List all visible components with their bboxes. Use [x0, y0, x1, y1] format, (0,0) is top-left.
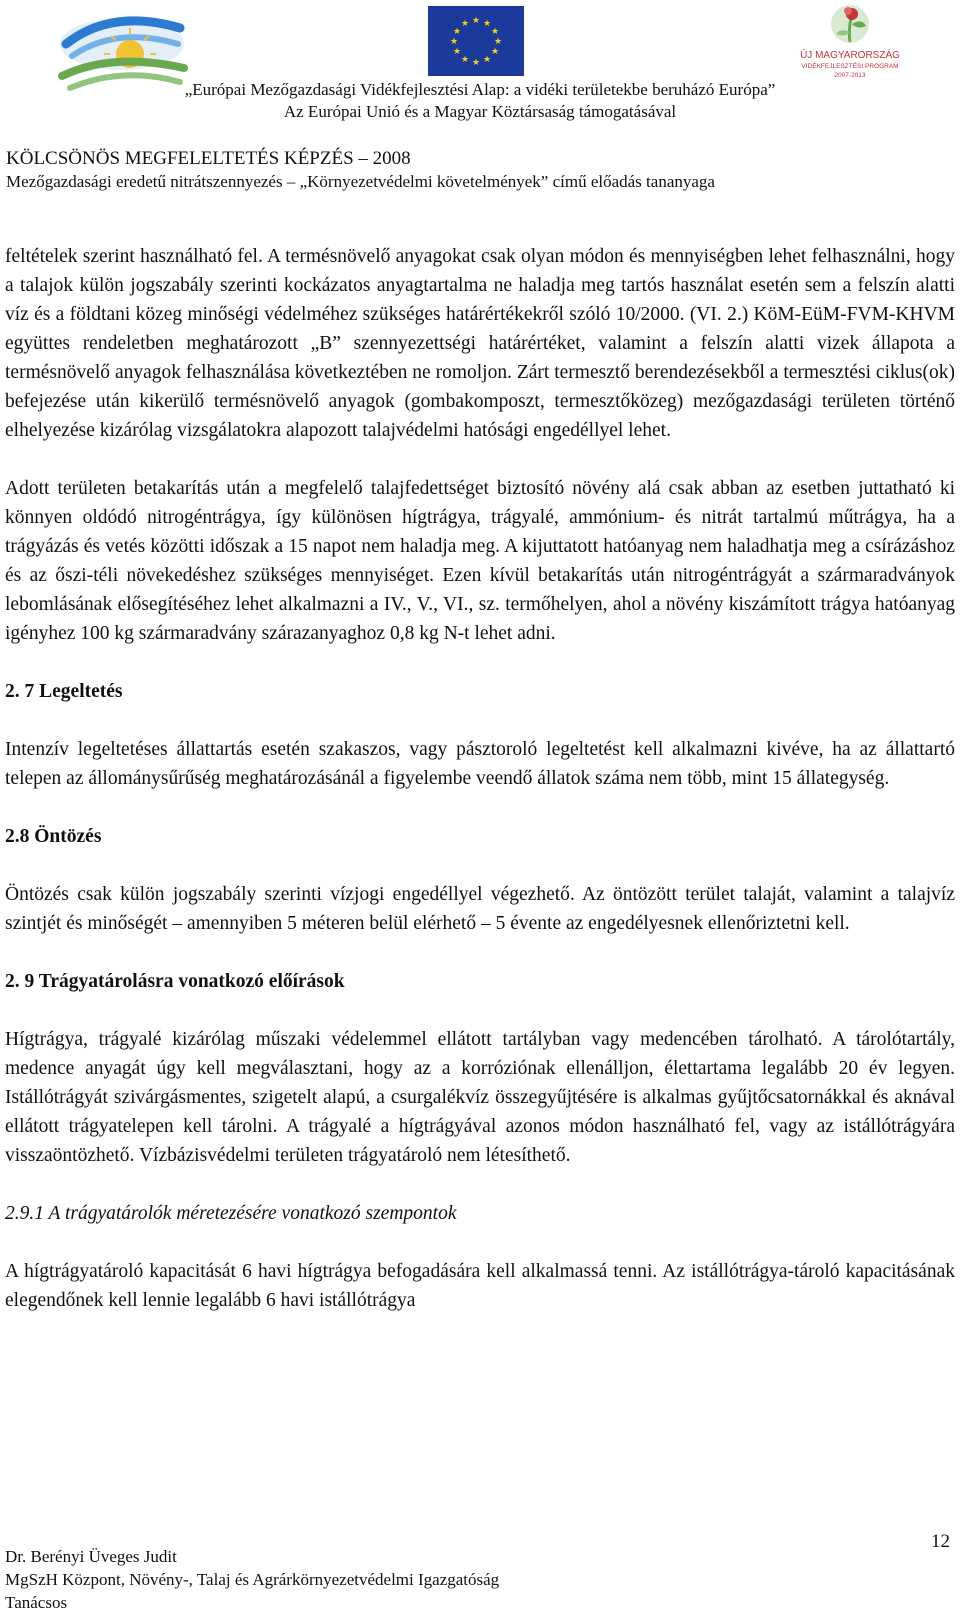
- page-header: [0, 0, 960, 130]
- section-heading-irrigation: 2.8 Öntözés: [5, 826, 102, 847]
- svg-text:★: ★: [471, 16, 481, 26]
- document-title: KÖLCSÖNÖS MEGFELELTETÉS KÉPZÉS – 2008: [6, 148, 411, 169]
- paragraph-irrigation: Öntözés csak külön jogszabály szerinti vízjogi engedéllyel végezhető. Az öntözött terület talaját, valamint a talajvíz szintjét és minőségét – amennyiben 5 méteren belül elérhető – 5 évente az engedélyesnek ellenőriztetni kell.: [5, 884, 955, 934]
- svg-text:★: ★: [490, 27, 500, 37]
- uj-magyarorszag-logo: [796, 2, 904, 80]
- paragraph-storage-sizing: A hígtrágyatároló kapacitását 6 havi hígtrágya befogadására kell alkalmassá tenni. Az istállótrágya-tároló kapacitásának elegendőnek kell lennie legalább 6 havi istállótrágya: [5, 1261, 955, 1311]
- subsection-heading-storage-sizing: 2.9.1 A trágyatárolók méretezésére vonatkozó szempontok: [5, 1203, 457, 1224]
- svg-text:★: ★: [482, 19, 492, 29]
- document-title-block: [6, 147, 946, 193]
- paragraph-manure-storage: Hígtrágya, trágyalé kizárólag műszaki védelemmel ellátott tartályban vagy medencében tárolható. A tárolótartály, medence anyagát úgy kell megválasztani, hogy az a korróziónak ellenálljon, élettartama legalább 20 év legyen. Istállótrágyát szivárgásmentes, szigetelt alapú, a csurgalékvíz összegyűjtésére is alkalmas gyűjtőcsatornákkal és aknával ellátott trágyatelepen kell tárolni. A trágyalé a hígtrágyával azonos módon használható fel, vagy az istállótrágyára visszaöntözhető. Vízbázisvédelmi területen trágyatároló nem létesíthető.: [5, 1029, 955, 1166]
- svg-text:★: ★: [490, 47, 500, 57]
- svg-text:ÚJ MAGYARORSZÁG: ÚJ MAGYARORSZÁG: [800, 50, 900, 61]
- svg-text:★: ★: [460, 19, 470, 29]
- svg-text:★: ★: [460, 55, 470, 65]
- page-number: 12: [931, 1531, 950, 1552]
- svg-text:★: ★: [471, 58, 481, 68]
- section-heading-grazing: 2. 7 Legeltetés: [5, 681, 123, 702]
- footer-institution: MgSzH Központ, Növény-, Talaj és Agrárkörnyezetvédelmi Igazgatóság: [5, 1570, 500, 1589]
- section-heading-manure-storage: 2. 9 Trágyatárolásra vonatkozó előírások: [5, 971, 345, 992]
- svg-text:2007-2013: 2007-2013: [834, 72, 866, 79]
- svg-text:★: ★: [452, 47, 462, 57]
- svg-text:★: ★: [449, 37, 459, 47]
- page-footer: [5, 1531, 950, 1614]
- paragraph-post-harvest: Adott területen betakarítás után a megfelelő talajfedettséget biztosító növény alá csak abban az esetben juttatható ki könnyen oldódó nitrogéntrágya, így különösen hígtrágya, trágyalé, ammónium- és nitrát tartalmú műtrágya, ha a trágyázás és vetés közötti időszak a 15 napot nem haladja meg. A kijuttatott hatóanyag nem haladhatja meg a csírázáshoz és az őszi-téli növekedéshez szükséges mennyiséget. Ezen kívül betakarítás után nitrogéntrágyát a szármaradványok lebomlásának elősegítéséhez lehet alkalmazni a IV., V., VI., sz. termőhelyen, ahol a növény kiszámított trágya hatóanyag igényhez 100 kg szármaradvány szárazanyaghoz 0,8 kg N-t lehet adni.: [5, 478, 955, 644]
- funding-line-2: Az Európai Unió és a Magyar Köztársaság támogatásával: [283, 102, 677, 121]
- eu-flag-logo: [428, 6, 524, 76]
- svg-text:★: ★: [452, 27, 462, 37]
- svg-text:★: ★: [493, 37, 503, 47]
- footer-role: Tanácsos: [5, 1593, 68, 1612]
- paragraph-grazing: Intenzív legeltetéses állattartás esetén szakaszos, vagy pásztoroló legeltetést kell alkalmazni kivéve, ha az állattartó telepen az állománysűrűség meghatározásánál a figyelembe veendő állatok száma nem több, mint 15 állategység.: [5, 739, 955, 789]
- paragraph-fertilizer-use: feltételek szerint használható fel. A termésnövelő anyagokat csak olyan módon és mennyiségben lehet felhasználni, hogy a talajok külön jogszabály szerinti kockázatos anyagtartalma ne haladja meg tartós használat esetén sem a felszín alatti víz és a földtani közeg minőségi védelméhez szükséges határértékekről szóló 10/2000. (VI. 2.) KöM-EüM-FVM-KHVM együttes rendeletben meghatározott „B” szennyezettségi határértéket, valamint a felszín alatti vizek állapota a termésnövelő anyagok felhasználása következtében ne romoljon. Zárt termesztő berendezésekből a termesztési ciklus(ok) befejezése után kikerülő termésnövelő anyagok (gombakomposzt, termesztőközeg) mezőgazdasági területen történő elhelyezése kizárólag vizsgálatokra alapozott talajvédelmi hatósági engedéllyel lehet.: [5, 246, 955, 441]
- funding-line-1: „Európai Mezőgazdasági Vidékfejlesztési Alap: a vidéki területekbe beruházó Európa”: [184, 80, 776, 99]
- document-subtitle: Mezőgazdasági eredetű nitrátszennyezés – „Környezetvédelmi követelmények” című előadás tananyaga: [6, 172, 715, 191]
- svg-text:★: ★: [482, 55, 492, 65]
- svg-text:VIDÉKFEJLESZTÉSI PROGRAM: VIDÉKFEJLESZTÉSI PROGRAM: [801, 63, 899, 70]
- page-content: [5, 242, 955, 1315]
- footer-author: Dr. Berényi Üveges Judit: [5, 1547, 177, 1566]
